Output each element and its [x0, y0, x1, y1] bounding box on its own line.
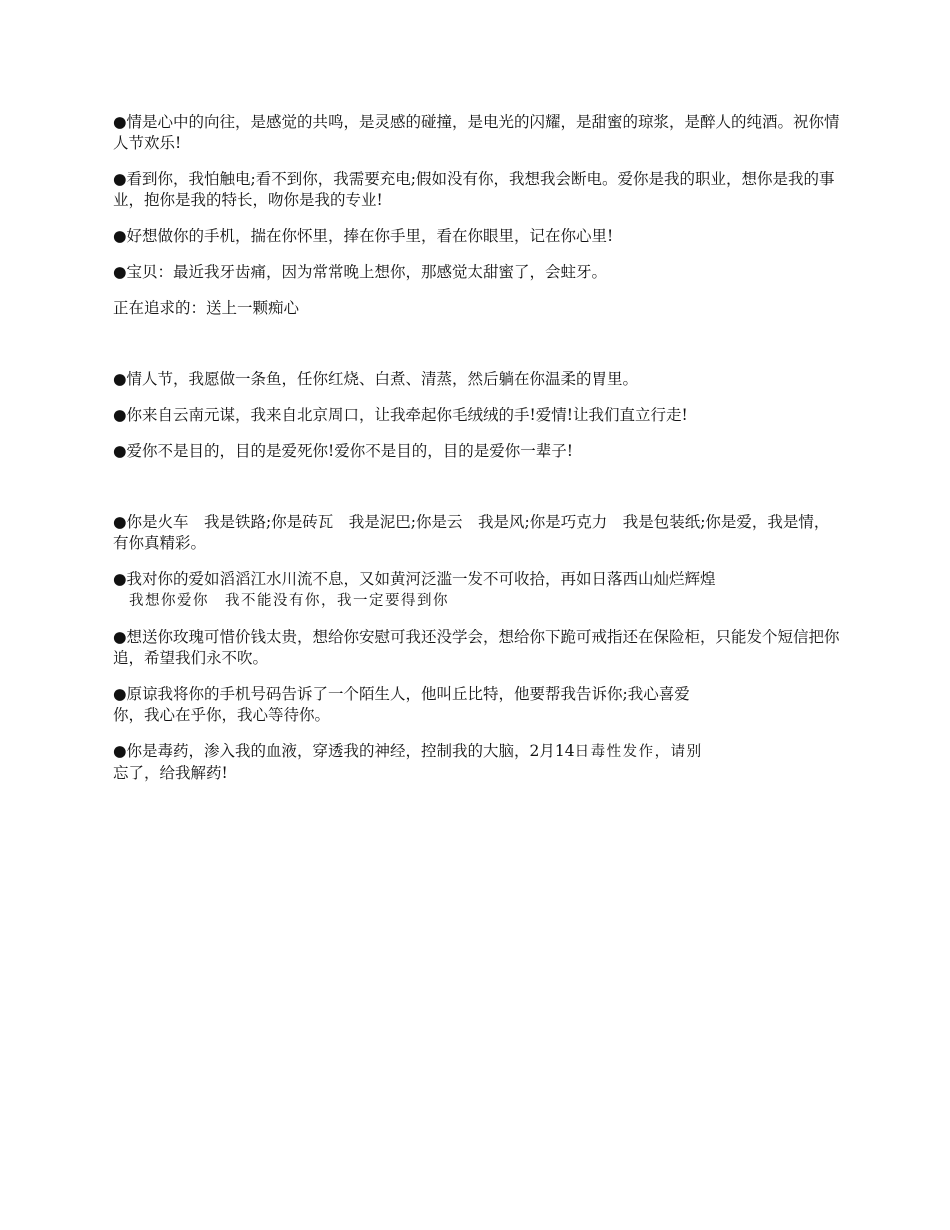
- paragraph-roses: ●想送你玫瑰可惜价钱太贵，想给你安慰可我还没学会，想给你下跪可戒指还在保险柜，只能发个短信把你追，希望我们永不吹。: [113, 628, 840, 667]
- document-body: [113, 112, 841, 784]
- paragraph-river-flow: [113, 569, 841, 612]
- paragraph-electric-shock: ●看到你，我怕触电;看不到你，我需要充电;假如没有你，我想我会断电。爱你是我的职业，想你是我的事业，抱你是我的特长，吻你是我的专业!: [113, 170, 835, 209]
- section-label-pursuing: 正在追求的：送上一颗痴心: [113, 299, 300, 317]
- paragraph-river-flow-line2: 我想你爱你 我不能没有你，我一定要得到你: [113, 593, 449, 609]
- paragraph-poison-part2: 日毒性发作，请别: [574, 744, 703, 760]
- paragraph-river-flow-line1: ●我对你的爱如滔滔江水川流不息，又如黄河泛滥一发不可收拾，再如日落西山灿烂辉煌: [113, 570, 716, 588]
- paragraph-poison-line2: 忘了，给我解药!: [113, 764, 228, 782]
- paragraph-yunnan-beijing: ●你来自云南元谋，我来自北京周口，让我牵起你毛绒绒的手!爱情!让我们直立行走!: [113, 406, 688, 424]
- paragraph-cupid-line2: 你，我心在乎你，我心等待你。: [113, 706, 331, 724]
- paragraph-love-is-longing: ●情是心中的向往，是感觉的共鸣，是灵感的碰撞，是电光的闪耀，是甜蜜的琼浆，是醉人的纯酒。祝你情人节欢乐!: [113, 113, 840, 152]
- paragraph-cupid: [113, 684, 841, 726]
- paragraph-cupid-line1: ●原谅我将你的手机号码告诉了一个陌生人，他叫丘比特，他要帮我告诉你;我心喜爱: [113, 685, 690, 703]
- paragraph-poison: [113, 741, 841, 784]
- paragraph-train-railway: ●你是火车 我是铁路;你是砖瓦 我是泥巴;你是云 我是风;你是巧克力 我是包装纸;你是爱，我是情，有你真精彩。: [113, 513, 830, 552]
- paragraph-toothache: ●宝贝：最近我牙齿痛，因为常常晚上想你，那感觉太甜蜜了，会蛀牙。: [113, 263, 608, 281]
- paragraph-love-purpose: ●爱你不是目的，目的是爱死你!爱你不是目的，目的是爱你一辈子!: [113, 442, 573, 460]
- paragraph-phone-wish: ●好想做你的手机，揣在你怀里，捧在你手里，看在你眼里，记在你心里!: [113, 227, 614, 245]
- paragraph-poison-part1: ●你是毒药，渗入我的血液，穿透我的神经，控制我的大脑，2月14: [113, 742, 575, 760]
- paragraph-fish: ●情人节，我愿做一条鱼，任你红烧、白煮、清蒸，然后躺在你温柔的胃里。: [113, 370, 639, 388]
